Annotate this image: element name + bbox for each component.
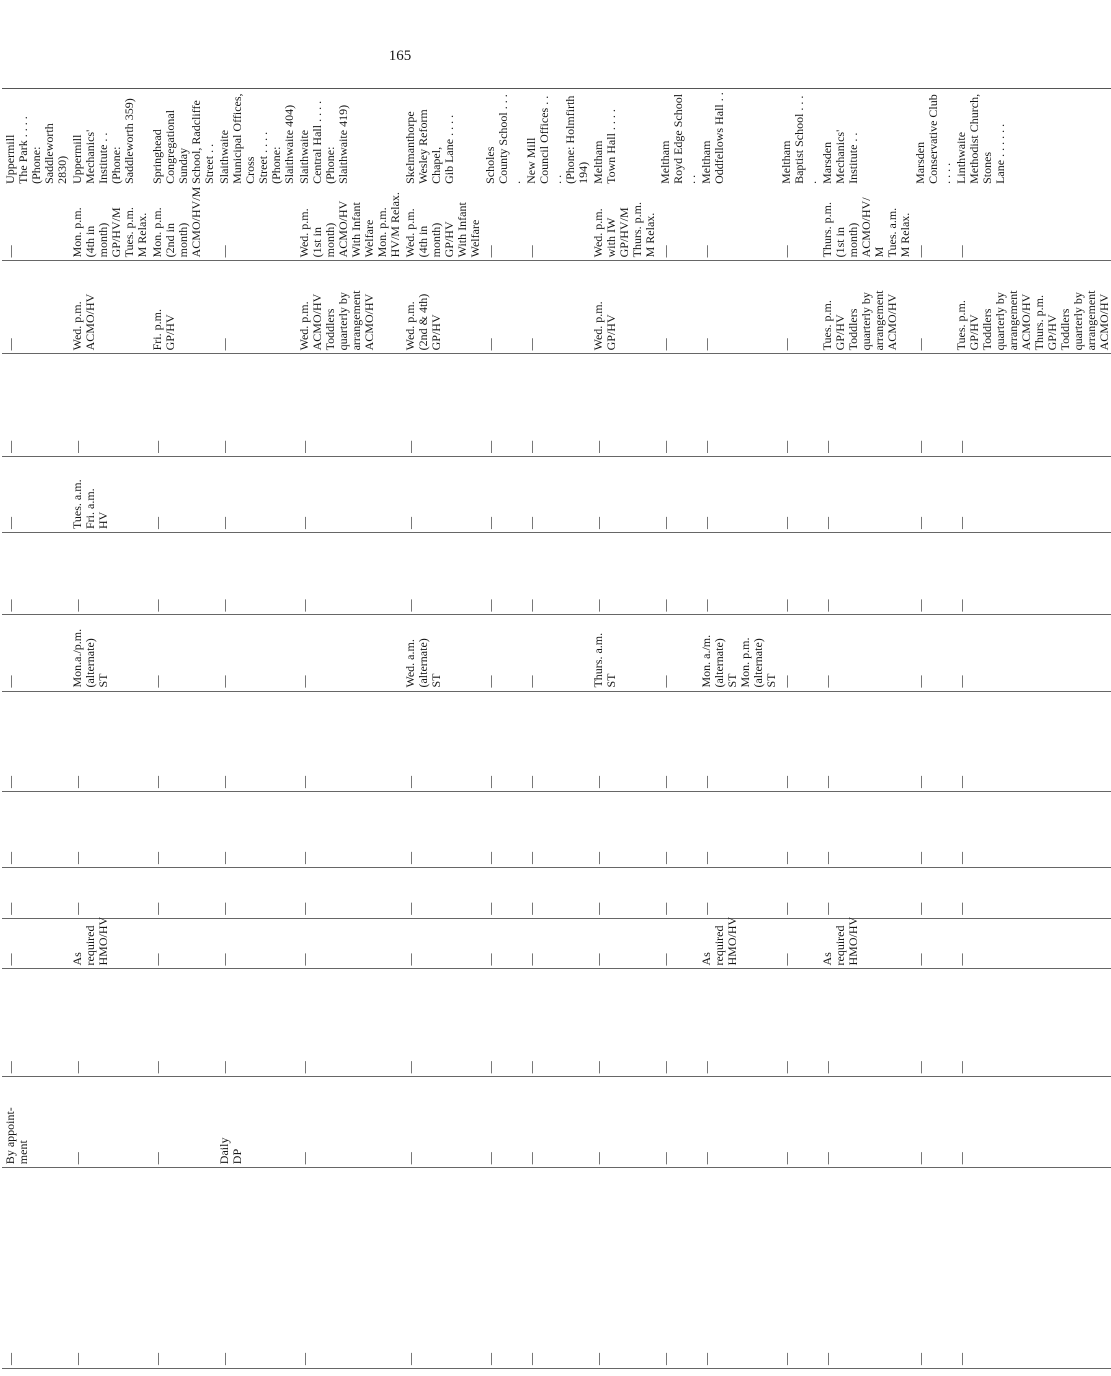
service-cell: — (482, 1077, 523, 1168)
service-cell: — (296, 918, 402, 969)
service-cell: Mon. a./m. (alternate) ST Mon. p.m. (alternate) ST (698, 615, 778, 691)
location-cell (149, 89, 216, 187)
service-cell: — (69, 691, 149, 791)
service-cell: — (657, 187, 698, 261)
table-row (69, 89, 149, 1369)
service-cell: — (657, 456, 698, 532)
service-cell: Mon.a./p.m. (alternate) ST (69, 615, 149, 691)
service-cell: — (912, 533, 953, 615)
service-cell: — (778, 791, 819, 867)
location-detail: Mechanics' Institute . . (83, 129, 110, 184)
service-cell: — (69, 354, 149, 457)
service-cell: Wed. p.m. (2nd & 4th) GP/HV (402, 261, 482, 354)
service-cell: — (778, 615, 819, 691)
service-cell: — (296, 354, 402, 457)
service-cell: — (698, 533, 778, 615)
service-cell: Tues. p.m. GP/HV Toddlers quarterly by arrangement ACMO/HV Thurs. p.m. GP/HV Toddlers quarterly by arrangement ACMO/HV (953, 261, 1111, 354)
service-cell: — (2, 456, 69, 532)
service-cell: — (953, 533, 1111, 615)
service-cell: — (912, 354, 953, 457)
service-cell: — (296, 456, 402, 532)
service-cell: — (912, 791, 953, 867)
service-cell: — (216, 791, 296, 867)
service-cell: — (819, 791, 912, 867)
service-cell: — (523, 969, 590, 1077)
service-cell: — (296, 1077, 402, 1168)
location-name: Marsden (913, 141, 927, 184)
service-cell: — (698, 791, 778, 867)
service-cell: — (216, 691, 296, 791)
service-cell: — (482, 354, 523, 457)
service-cell: — (912, 456, 953, 532)
service-cell: As required HMO/HV (69, 918, 149, 969)
service-cell: — (778, 261, 819, 354)
service-cell: — (523, 1168, 590, 1369)
service-cell: — (657, 261, 698, 354)
service-cell: — (216, 354, 296, 457)
service-cell: — (819, 969, 912, 1077)
service-cell: — (482, 791, 523, 867)
location-name: Springhead (150, 129, 164, 184)
service-cell: — (590, 533, 657, 615)
service-cell: — (149, 1168, 216, 1369)
service-cell: Wed. a.m. (alternate) ST (402, 615, 482, 691)
service-cell: — (69, 1077, 149, 1168)
service-cell: — (698, 354, 778, 457)
location-detail: Lane . . . . . . (993, 123, 1007, 184)
service-cell: — (778, 691, 819, 791)
service-cell: — (216, 187, 296, 261)
service-cell: — (216, 456, 296, 532)
service-cell: — (698, 969, 778, 1077)
service-cell: — (296, 691, 402, 791)
location-detail: Council Offices . . . . (537, 95, 564, 184)
location-detail: The Park . . . . (16, 116, 30, 184)
service-cell: — (402, 791, 482, 867)
location-name: New Mill (524, 137, 538, 184)
service-cell: — (778, 868, 819, 919)
service-cell: — (216, 969, 296, 1077)
location-detail: Gib Lane . . . . (442, 114, 456, 184)
service-cell: — (590, 1168, 657, 1369)
service-cell: — (912, 969, 953, 1077)
service-cell: — (912, 1168, 953, 1369)
location-detail: Street . . . . (256, 131, 270, 184)
table-row (819, 89, 912, 1369)
service-cell: — (657, 354, 698, 457)
service-cell: — (819, 456, 912, 532)
service-cell: — (657, 918, 698, 969)
table-row (523, 89, 590, 1369)
service-cell: — (402, 533, 482, 615)
service-cell: — (778, 1168, 819, 1369)
location-detail: (Phone: Slaithwaite 404) (269, 104, 296, 184)
table-row (912, 89, 953, 1369)
location-cell (402, 89, 482, 187)
location-detail: County School . . . . (496, 94, 523, 184)
location-cell (69, 89, 149, 187)
location-detail: (Phone: Holmfirth 194) (563, 95, 590, 184)
location-name: Uppermill (3, 134, 17, 184)
location-cell (953, 89, 1111, 187)
service-cell: — (657, 791, 698, 867)
service-cell: — (590, 456, 657, 532)
service-cell: — (216, 261, 296, 354)
service-cell: — (2, 791, 69, 867)
service-cell: — (149, 456, 216, 532)
service-cell: — (216, 615, 296, 691)
location-detail: Municipal Offices, Cross (230, 93, 257, 184)
service-cell: — (482, 918, 523, 969)
service-cell: — (296, 969, 402, 1077)
location-detail: Town Hall . . . . (604, 109, 618, 184)
service-cell: — (523, 261, 590, 354)
service-cell: — (296, 1168, 402, 1369)
clinic-table-body (2, 89, 1111, 1369)
service-cell: — (657, 969, 698, 1077)
service-cell: — (953, 456, 1111, 532)
service-cell: — (657, 868, 698, 919)
service-cell: — (149, 691, 216, 791)
service-cell: — (778, 354, 819, 457)
location-name: Skelmanthorpe (403, 111, 417, 184)
location-detail: (Phone: Slaithwaite 419) (323, 104, 350, 184)
service-cell: — (819, 1077, 912, 1168)
service-cell: — (698, 1168, 778, 1369)
service-cell: — (778, 533, 819, 615)
location-cell (590, 89, 657, 187)
service-cell: — (69, 1168, 149, 1369)
service-cell: — (482, 1168, 523, 1369)
table-row (216, 89, 296, 1369)
service-cell: — (523, 354, 590, 457)
service-cell: As required HMO/HV (819, 918, 912, 969)
location-name: Slaithwaite (217, 129, 231, 184)
service-cell: — (149, 969, 216, 1077)
table-row (953, 89, 1111, 1369)
location-detail: Oddfellows Hall . . (712, 92, 726, 184)
service-cell: — (2, 354, 69, 457)
table-row (698, 89, 778, 1369)
service-cell: — (69, 791, 149, 867)
service-cell: — (149, 918, 216, 969)
service-cell: — (912, 868, 953, 919)
service-cell: By appoint- ment (2, 1077, 69, 1168)
service-cell: — (296, 791, 402, 867)
service-cell: — (2, 868, 69, 919)
service-cell: — (657, 691, 698, 791)
service-cell: — (296, 868, 402, 919)
location-detail: Mechanics' Institute . . (833, 129, 860, 184)
location-detail: Conservative Club . . . . (926, 94, 953, 184)
service-cell: — (216, 918, 296, 969)
location-cell (216, 89, 296, 187)
table-row (149, 89, 216, 1369)
service-cell: — (778, 456, 819, 532)
service-cell: — (819, 615, 912, 691)
service-cell: — (523, 187, 590, 261)
service-cell: — (953, 1077, 1111, 1168)
service-cell: — (402, 691, 482, 791)
service-cell: — (590, 691, 657, 791)
service-cell: — (2, 615, 69, 691)
table-row (296, 89, 402, 1369)
service-cell: — (2, 1168, 69, 1369)
location-name: Scholes (483, 146, 497, 184)
service-cell: Fri. p.m. GP/HV (149, 261, 216, 354)
service-cell: — (69, 533, 149, 615)
service-cell: — (402, 456, 482, 532)
service-cell: As required HMO/HV (698, 918, 778, 969)
service-cell: — (698, 868, 778, 919)
service-cell: — (523, 918, 590, 969)
service-cell: — (402, 868, 482, 919)
service-cell: — (953, 354, 1111, 457)
location-name: Meltham (699, 140, 713, 184)
location-cell (778, 89, 819, 187)
service-cell: — (657, 533, 698, 615)
location-cell (296, 89, 402, 187)
service-cell: — (216, 1168, 296, 1369)
location-cell (2, 89, 69, 187)
service-cell: — (912, 261, 953, 354)
service-cell: — (402, 1168, 482, 1369)
service-cell: — (590, 918, 657, 969)
service-cell: — (657, 615, 698, 691)
service-cell: — (590, 969, 657, 1077)
table-row (402, 89, 482, 1369)
location-cell (657, 89, 698, 187)
service-cell: Mon. p.m. (2nd in month) ACMO/HV/M (149, 187, 216, 261)
location-detail: Congregational Sunday (163, 109, 190, 184)
location-cell (523, 89, 590, 187)
service-cell: — (523, 456, 590, 532)
service-cell: — (698, 456, 778, 532)
service-cell: — (778, 969, 819, 1077)
clinic-table-rotated (2, 88, 1111, 1369)
service-cell: — (402, 918, 482, 969)
service-cell: — (523, 868, 590, 919)
service-cell: Tues. p.m. GP/HV Toddlers quarterly by arrangement ACMO/HV (819, 261, 912, 354)
service-cell: — (296, 533, 402, 615)
service-cell: — (819, 1168, 912, 1369)
location-name: Uppermill (70, 134, 84, 184)
service-cell: — (953, 691, 1111, 791)
table-row (657, 89, 698, 1369)
service-cell: — (912, 1077, 953, 1168)
location-detail: School, Radcliffe Street . . (189, 100, 216, 184)
service-cell: — (590, 1077, 657, 1168)
service-cell: — (149, 791, 216, 867)
service-cell: — (69, 969, 149, 1077)
service-cell: — (778, 187, 819, 261)
service-cell: Mon. p.m. (4th in month) GP/HV/M Tues. p.m. M Relax. (69, 187, 149, 261)
service-cell: — (953, 868, 1111, 919)
service-cell: — (482, 456, 523, 532)
service-cell: Wed. p.m. (1st in month) ACMO/HV With Infant Welfare Mon. p.m. HV/M Relax. (296, 187, 402, 261)
location-detail: Royd Edge School . . (671, 93, 698, 184)
service-cell: — (69, 868, 149, 919)
service-cell: — (523, 615, 590, 691)
location-detail: Methodist Church, Stones (967, 93, 994, 184)
service-cell: — (953, 918, 1111, 969)
service-cell: — (590, 354, 657, 457)
service-cell: — (523, 533, 590, 615)
service-cell: — (402, 354, 482, 457)
service-cell: — (778, 1077, 819, 1168)
service-cell: — (482, 868, 523, 919)
location-name: Marsden (820, 141, 834, 184)
service-cell: Wed. p.m. ACMO/HV (69, 261, 149, 354)
service-cell: Daily DP (216, 1077, 296, 1168)
service-cell: — (216, 868, 296, 919)
service-cell: — (819, 533, 912, 615)
location-cell (482, 89, 523, 187)
service-cell: — (953, 187, 1111, 261)
service-cell: — (149, 533, 216, 615)
table-row (2, 89, 69, 1369)
clinic-schedule-table (2, 88, 1111, 1369)
service-cell: — (523, 691, 590, 791)
service-cell: — (2, 261, 69, 354)
service-cell: — (819, 691, 912, 791)
service-cell: — (2, 187, 69, 261)
service-cell: Wed. p.m. GP/HV (590, 261, 657, 354)
service-cell: — (482, 615, 523, 691)
service-cell: — (657, 1168, 698, 1369)
service-cell: Wed. p.m. with IW GP/HV/M Thurs. p.m. M Relax. (590, 187, 657, 261)
location-name: Linthwaite (954, 131, 968, 184)
service-cell: — (912, 187, 953, 261)
service-cell: — (149, 1077, 216, 1168)
service-cell: — (590, 868, 657, 919)
table-row (590, 89, 657, 1369)
service-cell: — (819, 354, 912, 457)
location-name: Meltham (658, 140, 672, 184)
service-cell: — (778, 918, 819, 969)
service-cell: — (523, 1077, 590, 1168)
service-cell: — (953, 615, 1111, 691)
table-row (482, 89, 523, 1369)
location-detail: Central Hall . . . . (310, 100, 324, 184)
service-cell: — (482, 187, 523, 261)
service-cell: — (819, 868, 912, 919)
location-detail: 2830) (55, 155, 69, 184)
location-name: Meltham (591, 140, 605, 184)
service-cell: — (523, 791, 590, 867)
service-cell: — (912, 615, 953, 691)
service-cell: — (482, 533, 523, 615)
service-cell: Wed. p.m. (4th in month) GP/HV With Infant Welfare (402, 187, 482, 261)
location-name: Meltham (779, 140, 793, 184)
service-cell: Wed. p.m. ACMO/HV Toddlers quarterly by arrangement ACMO/HV (296, 261, 402, 354)
table-row (778, 89, 819, 1369)
service-cell: — (953, 1168, 1111, 1369)
service-cell: — (2, 918, 69, 969)
service-cell: — (149, 354, 216, 457)
service-cell: — (482, 261, 523, 354)
location-detail: Baptist School . . . . (792, 95, 819, 184)
service-cell: — (698, 691, 778, 791)
service-cell: — (216, 533, 296, 615)
service-cell: — (2, 533, 69, 615)
location-detail: (Phone: Saddleworth (29, 123, 56, 184)
service-cell: — (698, 1077, 778, 1168)
service-cell: — (482, 969, 523, 1077)
service-cell: — (698, 261, 778, 354)
service-cell: — (149, 615, 216, 691)
location-name: Slaithwaite (297, 129, 311, 184)
service-cell: — (402, 1077, 482, 1168)
service-cell: — (149, 868, 216, 919)
service-cell: — (912, 918, 953, 969)
service-cell: — (698, 187, 778, 261)
service-cell: Tues. a.m. Fri. a.m. HV (69, 456, 149, 532)
location-detail: (Phone: Saddleworth 359) (109, 98, 136, 184)
page-number: 165 (388, 48, 412, 64)
service-cell: — (2, 969, 69, 1077)
service-cell: Thurs. a.m. ST (590, 615, 657, 691)
service-cell: — (296, 615, 402, 691)
service-cell: Thurs. p.m. (1st in month) ACMO/HV/ M Tues. a.m. M Relax. (819, 187, 912, 261)
service-cell: — (657, 1077, 698, 1168)
location-detail: Wesley Reform Chapel, (416, 109, 443, 184)
service-cell: — (953, 969, 1111, 1077)
service-cell: — (590, 791, 657, 867)
location-cell (819, 89, 912, 187)
service-cell: — (482, 691, 523, 791)
location-cell (698, 89, 778, 187)
service-cell: — (2, 691, 69, 791)
service-cell: — (912, 691, 953, 791)
location-cell (912, 89, 953, 187)
service-cell: — (402, 969, 482, 1077)
service-cell: — (953, 791, 1111, 867)
